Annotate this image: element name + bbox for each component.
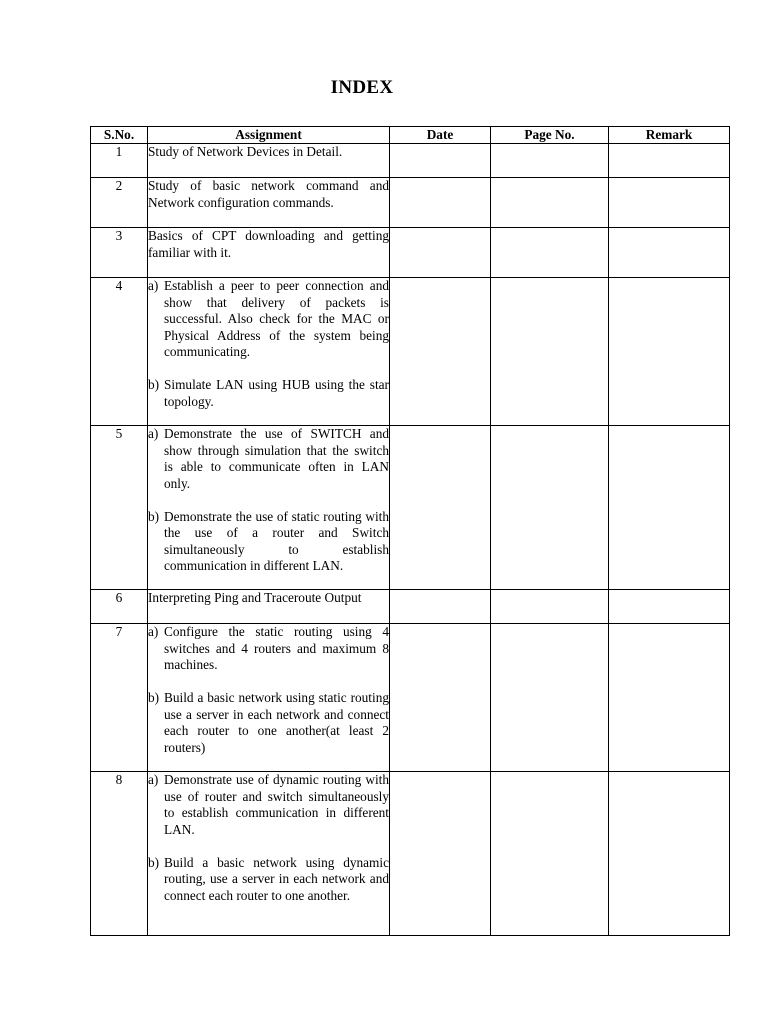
row-sno: 4 — [91, 278, 148, 426]
item-text: Demonstrate the use of SWITCH and show through simulation that the switch is able to communicate often in LAN only. — [164, 426, 389, 491]
row-sno: 3 — [91, 228, 148, 278]
row-assignment — [148, 772, 390, 936]
assignment-text: Interpreting Ping and Traceroute Output — [148, 590, 362, 605]
header-date: Date — [390, 127, 491, 144]
page-no-cell — [491, 426, 609, 590]
page-no-cell — [491, 228, 609, 278]
row-assignment — [148, 178, 390, 228]
assignment-text: Basics of CPT downloading and getting familiar with it. — [148, 228, 389, 260]
item-marker: a) — [148, 278, 159, 293]
date-cell — [390, 772, 491, 936]
sub-item — [148, 624, 389, 674]
item-text: Establish a peer to peer connection and show that delivery of packets is successful. Also check for the MAC or Physical Address of the system being communicating. — [164, 278, 389, 359]
date-cell — [390, 178, 491, 228]
row-sno: 2 — [91, 178, 148, 228]
table-row — [91, 772, 730, 936]
item-marker: b) — [148, 508, 160, 524]
page-no-cell — [491, 590, 609, 624]
sub-item — [148, 855, 389, 905]
table-row — [91, 278, 730, 426]
page-no-cell — [491, 278, 609, 426]
row-sno: 5 — [91, 426, 148, 590]
index-table — [90, 126, 730, 936]
table-row — [91, 228, 730, 278]
date-cell — [390, 624, 491, 772]
header-sno: S.No. — [91, 127, 148, 144]
date-cell — [390, 278, 491, 426]
remark-cell — [609, 590, 730, 624]
header-assignment: Assignment — [148, 127, 390, 144]
header-page-no: Page No. — [491, 127, 609, 144]
item-text: Build a basic network using dynamic routing, use a server in each network and connect each router to one another. — [164, 854, 389, 903]
page-no-cell — [491, 178, 609, 228]
assignment-text: Study of basic network command and Network configuration commands. — [148, 178, 389, 210]
item-marker: b) — [148, 854, 160, 870]
remark-cell — [609, 772, 730, 936]
date-cell — [390, 144, 491, 178]
sub-item — [148, 278, 389, 361]
date-cell — [390, 590, 491, 624]
remark-cell — [609, 178, 730, 228]
item-marker: b) — [148, 377, 160, 392]
row-assignment — [148, 590, 390, 624]
item-text: Configure the static routing using 4 switches and 4 routers and maximum 8 machines. — [164, 624, 389, 672]
table-row — [91, 178, 730, 228]
sub-item — [148, 377, 389, 410]
page-title: INDEX — [330, 77, 394, 98]
header-remark: Remark — [609, 127, 730, 144]
remark-cell — [609, 144, 730, 178]
page-no-cell — [491, 144, 609, 178]
sub-item — [148, 772, 389, 838]
sub-item — [148, 690, 389, 756]
row-sno: 7 — [91, 624, 148, 772]
sub-item — [148, 426, 389, 492]
row-assignment — [148, 278, 390, 426]
row-assignment — [148, 228, 390, 278]
remark-cell — [609, 228, 730, 278]
row-assignment — [148, 426, 390, 590]
sub-item — [148, 509, 389, 575]
date-cell — [390, 426, 491, 590]
row-sno: 1 — [91, 144, 148, 178]
row-assignment — [148, 144, 390, 178]
page-no-cell — [491, 772, 609, 936]
item-marker: b) — [148, 690, 160, 705]
item-text: Simulate LAN using HUB using the star topology. — [164, 377, 389, 409]
table-row — [91, 426, 730, 590]
row-sno: 8 — [91, 772, 148, 936]
page-no-cell — [491, 624, 609, 772]
table-row — [91, 144, 730, 178]
item-marker: a) — [148, 426, 159, 441]
remark-cell — [609, 278, 730, 426]
header-row — [91, 127, 730, 144]
item-marker: a) — [148, 772, 159, 787]
item-marker: a) — [148, 624, 159, 639]
assignment-text: Study of Network Devices in Detail. — [148, 144, 343, 159]
row-sno: 6 — [91, 590, 148, 624]
remark-cell — [609, 426, 730, 590]
item-text: Build a basic network using static routing use a server in each network and connect each router to one another(at least 2 routers) — [164, 690, 389, 755]
table-row — [91, 590, 730, 624]
remark-cell — [609, 624, 730, 772]
item-text: Demonstrate the use of static routing with the use of a router and Switch simultaneously to establish communication in different LAN. — [164, 508, 389, 573]
row-assignment — [148, 624, 390, 772]
item-text: Demonstrate use of dynamic routing with use of router and switch simultaneously to establish communication in different LAN. — [164, 772, 389, 837]
table-row — [91, 624, 730, 772]
date-cell — [390, 228, 491, 278]
